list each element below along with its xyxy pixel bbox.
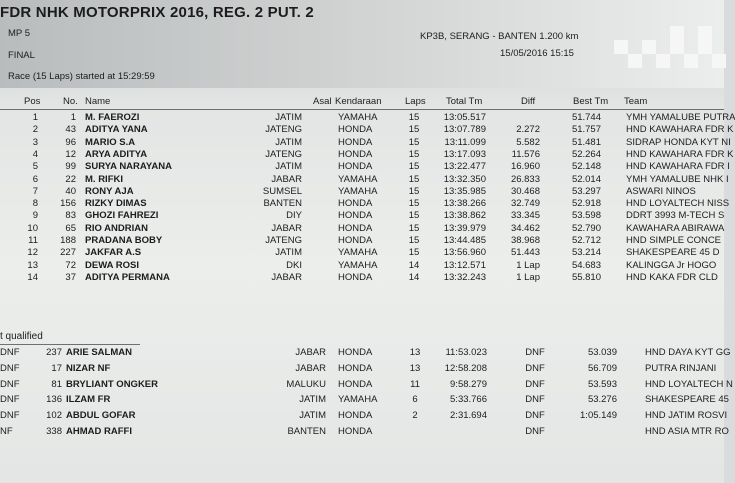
bike-cell: HONDA [338, 198, 373, 210]
total-time-cell: 13:35.985 [443, 185, 486, 197]
rider-number-cell: 188 [60, 235, 76, 246]
not-qualified-label: t qualified [0, 331, 43, 342]
rider-number-cell: 43 [65, 124, 76, 136]
best-time-cell: 55.810 [571, 271, 601, 283]
best-time-cell: 52.918 [571, 198, 601, 210]
diff-cell: 2.272 [516, 124, 540, 136]
race-class: MP 5 [8, 28, 31, 39]
laps-cell: 15 [408, 235, 420, 246]
rider-name-cell: AHMAD RAFFI [66, 426, 132, 437]
origin-cell: JABAR [271, 173, 302, 185]
rider-name-cell: M. FAEROZI [85, 112, 140, 123]
race-info: Race (15 Laps) started at 15:29:59 [8, 71, 155, 82]
rider-name-cell: RIZKY DIMAS [85, 198, 147, 210]
position-cell: 12 [27, 247, 38, 259]
rider-name-cell: ARYA ADITYA [85, 148, 148, 160]
date-time: 15/05/2016 15:15 [500, 48, 574, 59]
diff-cell: 11.576 [511, 148, 540, 160]
rider-name-cell: ADITYA YANA [85, 124, 148, 136]
status-cell: DNF [0, 362, 20, 374]
laps-cell: 15 [408, 210, 420, 222]
rider-number-cell: 83 [65, 210, 76, 222]
total-time-cell: 13:05.517 [443, 112, 486, 123]
team-cell: HND KAWAHARA FDR K [626, 124, 734, 136]
rider-number-cell: 37 [65, 271, 76, 283]
total-time-cell: 13:39.979 [443, 222, 486, 234]
status-cell: DNF [0, 378, 20, 390]
status-cell: DNF [0, 347, 20, 358]
rider-number-cell: 65 [65, 222, 76, 234]
venue: KP3B, SERANG - BANTEN 1.200 km [420, 31, 579, 42]
header-rule [0, 109, 724, 110]
laps-cell: 15 [408, 161, 420, 173]
best-time-cell: 53.598 [571, 210, 601, 222]
origin-cell: MALUKU [286, 378, 326, 390]
position-cell: 5 [32, 161, 38, 173]
laps-cell: 15 [408, 148, 420, 160]
not-qualified-row [0, 378, 733, 393]
team-cell: HND DAYA KYT GG [645, 347, 731, 358]
best-time-cell: 53.214 [571, 247, 601, 259]
team-cell: HND SIMPLE CONCE [626, 235, 722, 246]
diff-cell: 34.462 [510, 222, 540, 234]
diff-cell: DNF [525, 378, 545, 390]
best-time-cell: 1:05.149 [580, 410, 617, 422]
col-asal-header: Asal [313, 96, 332, 107]
laps-cell: 6 [412, 394, 418, 406]
origin-cell: DKI [286, 259, 302, 271]
bike-cell: YAMAHA [338, 112, 378, 123]
bike-cell: HONDA [338, 378, 373, 390]
laps-cell: 2 [412, 410, 418, 422]
origin-cell: JATIM [299, 394, 326, 406]
rider-name-cell: PRADANA BOBY [85, 235, 163, 246]
best-time-cell: 52.264 [571, 148, 601, 160]
position-cell: 13 [27, 259, 38, 271]
best-time-cell: 53.039 [587, 347, 617, 358]
position-cell: 4 [32, 148, 38, 160]
total-time-cell: 2:31.694 [450, 410, 487, 422]
total-time-cell: 11:53.023 [445, 347, 487, 358]
rider-name-cell: RONY AJA [85, 185, 134, 197]
laps-cell: 14 [408, 259, 420, 271]
section-rule [0, 344, 140, 345]
team-cell: HND LOYALTECH N [645, 378, 733, 390]
total-time-cell: 13:22.477 [443, 161, 486, 173]
diff-cell: 51.443 [510, 247, 540, 259]
best-time-cell: 52.014 [571, 173, 601, 185]
best-time-cell: 53.593 [587, 378, 617, 390]
origin-cell: JABAR [271, 271, 302, 283]
not-qualified-row [0, 426, 729, 440]
bike-cell: HONDA [338, 222, 373, 234]
bike-cell: YAMAHA [338, 247, 378, 259]
position-cell: 6 [32, 173, 38, 185]
laps-cell: 15 [408, 124, 420, 136]
rider-number-cell: 1 [70, 112, 76, 123]
checkered-flag-graphic [600, 18, 724, 78]
origin-cell: SUMSEL [262, 185, 302, 197]
best-time-cell: 51.481 [571, 136, 601, 148]
col-laps-header: Laps [405, 96, 426, 107]
team-cell: HND KAWAHARA FDR I [626, 161, 730, 173]
team-cell: HND LOYALTECH NISS [626, 198, 730, 210]
total-time-cell: 13:07.789 [443, 124, 486, 136]
rider-name-cell: MARIO S.A [85, 136, 136, 148]
laps-cell: 15 [408, 222, 420, 234]
col-best-header: Best Tm [573, 96, 609, 107]
diff-cell: 26.833 [510, 173, 540, 185]
laps-cell: 15 [408, 136, 420, 148]
rider-number-cell: 72 [65, 259, 76, 271]
diff-cell: 5.582 [516, 136, 540, 148]
team-cell: SHAKESPEARE 45 [645, 394, 729, 406]
position-cell: 9 [32, 210, 38, 222]
diff-cell: 33.345 [510, 210, 540, 222]
team-cell: SIDRAP HONDA KYT NI [626, 136, 731, 148]
origin-cell: DIY [286, 210, 302, 222]
status-cell: DNF [0, 394, 20, 406]
rider-number-cell: 22 [65, 173, 76, 185]
best-time-cell: 56.709 [587, 362, 617, 374]
best-time-cell: 51.757 [571, 124, 601, 136]
rider-number-cell: 96 [65, 136, 76, 148]
best-time-cell: 52.712 [571, 235, 601, 246]
position-cell: 10 [27, 222, 38, 234]
team-cell: YMH YAMALUBE NHK I [626, 173, 729, 185]
col-pos-header: Pos [24, 96, 41, 107]
origin-cell: JABAR [271, 222, 302, 234]
best-time-cell: 52.790 [571, 222, 601, 234]
col-no-header: No. [63, 96, 78, 107]
rider-number-cell: 237 [46, 347, 62, 358]
bike-cell: HONDA [338, 347, 373, 358]
diff-cell: DNF [525, 347, 545, 358]
not-qualified-row [0, 410, 728, 424]
origin-cell: JATENG [265, 235, 302, 246]
diff-cell: 16.960 [510, 161, 540, 173]
diff-cell: 1 Lap [516, 259, 540, 271]
bike-cell: HONDA [338, 362, 373, 374]
origin-cell: JABAR [295, 362, 326, 374]
team-cell: YMH YAMALUBE PUTRA [626, 112, 735, 123]
team-cell: HND KAWAHARA FDR K [626, 148, 734, 160]
total-time-cell: 13:11.099 [444, 136, 486, 148]
bike-cell: HONDA [338, 235, 373, 246]
total-time-cell: 13:56.960 [443, 247, 486, 259]
origin-cell: JATIM [275, 136, 302, 148]
bike-cell: YAMAHA [338, 259, 378, 271]
position-cell: 1 [32, 112, 38, 123]
diff-cell: 30.468 [510, 185, 540, 197]
origin-cell: JATIM [275, 161, 302, 173]
rider-name-cell: M. RIFKI [85, 173, 123, 185]
bike-cell: HONDA [338, 136, 373, 148]
team-cell: HND ASIA MTR RO [645, 426, 729, 437]
total-time-cell: 9:58.279 [450, 378, 487, 390]
best-time-cell: 54.683 [571, 259, 601, 271]
laps-cell: 11 [410, 378, 420, 390]
team-cell: HND KAKA FDR CLD [626, 271, 718, 283]
team-cell: KAWAHARA ABIRAWA [626, 222, 725, 234]
rider-name-cell: RIO ANDRIAN [85, 222, 148, 234]
bike-cell: YAMAHA [338, 394, 378, 406]
diff-cell: DNF [525, 410, 545, 422]
origin-cell: JABAR [295, 347, 326, 358]
total-time-cell: 5:33.766 [450, 394, 487, 406]
rider-number-cell: 227 [60, 247, 76, 259]
team-cell: ASWARI NINOS [626, 185, 696, 197]
laps-cell: 15 [408, 185, 420, 197]
bike-cell: YAMAHA [338, 173, 378, 185]
position-cell: 11 [28, 235, 38, 246]
rider-number-cell: 99 [65, 161, 76, 173]
team-cell: KALINGGA Jr HOGO [626, 259, 717, 271]
total-time-cell: 13:38.862 [443, 210, 486, 222]
origin-cell: JATIM [299, 410, 326, 422]
not-qualified-row [0, 347, 731, 361]
diff-cell: 38.968 [510, 235, 540, 246]
rider-number-cell: 17 [51, 362, 62, 374]
origin-cell: JATIM [275, 247, 302, 259]
rider-number-cell: 338 [46, 426, 62, 437]
rider-number-cell: 12 [65, 148, 76, 160]
col-diff-header: Diff [521, 96, 536, 107]
origin-cell: BANTEN [287, 426, 326, 437]
total-time-cell: 12:58.208 [444, 362, 487, 374]
rider-name-cell: BRYLIANT ONGKER [66, 378, 159, 390]
rider-number-cell: 40 [65, 185, 76, 197]
total-time-cell: 13:12.571 [443, 259, 486, 271]
bike-cell: HONDA [338, 410, 373, 422]
position-cell: 14 [27, 271, 38, 283]
rider-number-cell: 102 [46, 410, 62, 422]
total-time-cell: 13:32.243 [443, 271, 486, 283]
position-cell: 3 [32, 136, 38, 148]
best-time-cell: 52.148 [571, 161, 601, 173]
status-cell: DNF [0, 410, 20, 422]
laps-cell: 13 [409, 347, 421, 358]
rider-name-cell: ILZAM FR [66, 394, 111, 406]
team-cell: SHAKESPEARE 45 D [626, 247, 720, 259]
laps-cell: 15 [408, 112, 420, 123]
diff-cell: DNF [525, 362, 545, 374]
rider-number-cell: 156 [60, 198, 76, 210]
bike-cell: HONDA [338, 148, 373, 160]
laps-cell: 14 [408, 271, 420, 283]
col-kendaraan-header: Kendaraan [335, 96, 382, 107]
diff-cell: DNF [525, 426, 545, 437]
total-time-cell: 13:32.350 [443, 173, 486, 185]
result-row [0, 272, 724, 286]
session-name: FINAL [8, 50, 35, 61]
bike-cell: YAMAHA [338, 185, 378, 197]
rider-name-cell: NIZAR NF [66, 362, 111, 374]
rider-number-cell: 81 [51, 378, 62, 390]
diff-cell: 32.749 [510, 198, 540, 210]
rider-name-cell: DEWA ROSI [85, 259, 140, 271]
bike-cell: HONDA [338, 271, 373, 283]
team-cell: PUTRA RINJANI [645, 362, 717, 374]
not-qualified-row [0, 363, 724, 377]
col-team-header: Team [624, 96, 648, 107]
origin-cell: BANTEN [263, 198, 302, 210]
sheet-header [0, 0, 724, 88]
best-time-cell: 53.297 [571, 185, 601, 197]
position-cell: 2 [32, 124, 38, 136]
event-title: FDR NHK MOTORPRIX 2016, REG. 2 PUT. 2 [0, 4, 314, 21]
best-time-cell: 53.276 [587, 394, 617, 406]
diff-cell: 1 Lap [516, 271, 540, 283]
position-cell: 8 [32, 198, 38, 210]
total-time-cell: 13:17.093 [443, 148, 486, 160]
not-qualified-row [0, 394, 729, 408]
origin-cell: JATENG [265, 148, 302, 160]
team-cell: HND JATIM ROSVI [645, 410, 728, 422]
total-time-cell: 13:38.266 [443, 198, 486, 210]
team-cell: DDRT 3993 M-TECH S [626, 210, 725, 222]
best-time-cell: 51.744 [571, 112, 601, 123]
rider-name-cell: JAKFAR A.S [85, 247, 142, 259]
rider-number-cell: 136 [46, 394, 62, 406]
rider-name-cell: SURYA NARAYANA [85, 161, 172, 173]
total-time-cell: 13:44.485 [443, 235, 486, 246]
origin-cell: JATENG [265, 124, 302, 136]
laps-cell: 15 [408, 173, 420, 185]
origin-cell: JATIM [275, 112, 302, 123]
rider-name-cell: ABDUL GOFAR [66, 410, 136, 422]
rider-name-cell: ADITYA PERMANA [85, 271, 170, 283]
laps-cell: 15 [408, 247, 420, 259]
laps-cell: 13 [409, 362, 421, 374]
laps-cell: 15 [408, 198, 420, 210]
bike-cell: HONDA [338, 426, 373, 437]
col-name-header: Name [85, 96, 111, 107]
bike-cell: HONDA [338, 161, 373, 173]
diff-cell: DNF [525, 394, 545, 406]
rider-name-cell: GHOZI FAHREZI [85, 210, 159, 222]
rider-name-cell: ARIE SALMAN [66, 347, 132, 358]
status-cell: NF [0, 426, 13, 437]
bike-cell: HONDA [338, 210, 373, 222]
col-total-header: Total Tm [446, 96, 483, 107]
position-cell: 7 [32, 185, 38, 197]
bike-cell: HONDA [338, 124, 373, 136]
